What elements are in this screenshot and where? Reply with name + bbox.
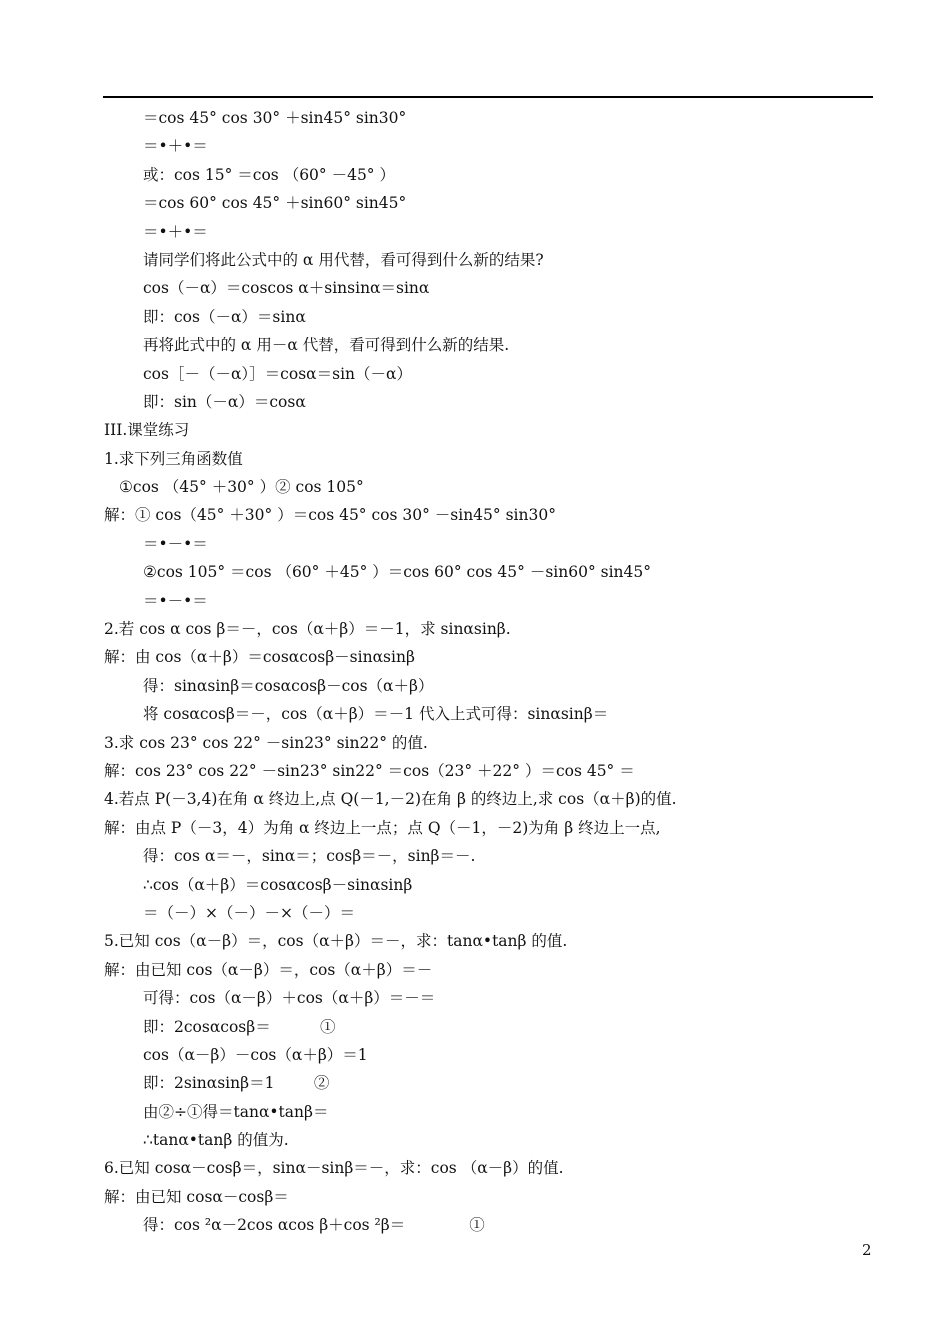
text-line: cos（－α）＝coscos α＋sinsinα＝sinα	[143, 279, 430, 298]
solution-5: 解：由已知 cos（α－β）＝，cos（α＋β）＝－	[104, 960, 433, 979]
section-heading: III.课堂练习	[104, 421, 190, 440]
solution-1: 解：① cos（45° ＋30° ）＝cos 45° cos 30° －sin45° sin30°	[104, 506, 556, 525]
text-line: 即：2cosαcosβ＝ ①	[143, 1017, 336, 1036]
text-line: 将 cosαcosβ＝－，cos（α＋β）＝－1 代入上式可得：sinαsinβ＝	[143, 705, 609, 724]
text-line: 得：sinαsinβ＝cosαcosβ－cos（α＋β）	[143, 676, 434, 695]
solution-4: 解：由点 P（－3，4）为角 α 终边上一点；点 Q（－1，－2)为角 β 终边上一点,	[104, 818, 661, 837]
text-line: ＝•＋•＝	[143, 222, 208, 241]
text-line: 由②÷①得＝tanα•tanβ＝	[143, 1102, 329, 1121]
question-2: 2.若 cos α cos β＝－，cos（α＋β）＝－1，求 sinαsinβ.	[104, 620, 511, 639]
text-line: 可得：cos（α－β）＋cos（α＋β）＝－＝	[143, 989, 436, 1008]
text-line: 即：cos（－α）＝sinα	[143, 307, 306, 326]
question-4: 4.若点 P(－3,4)在角 α 终边上,点 Q(－1,－2)在角 β 的终边上,求 cos（α＋β)的值.	[104, 790, 677, 809]
question-6: 6.已知 cosα－cosβ＝，sinα－sinβ＝－，求：cos （α－β）的值.	[104, 1159, 564, 1178]
text-line: 即：sin（－α）＝cosα	[143, 392, 306, 411]
text-line: ∴tanα•tanβ 的值为.	[143, 1131, 289, 1150]
text-line: ＝cos 60° cos 45° ＋sin60° sin45°	[143, 194, 407, 213]
question-3: 3.求 cos 23° cos 22° －sin23° sin22° 的值.	[104, 733, 428, 752]
solution-3: 解：cos 23° cos 22° －sin23° sin22° ＝cos（23° ＋22° ）＝cos 45° ＝	[104, 761, 635, 780]
text-line: 得：cos α＝－，sinα＝；cosβ＝－，sinβ＝－.	[143, 847, 476, 866]
text-line: ＝•－•＝	[143, 534, 208, 553]
header-rule	[103, 96, 873, 98]
text-line: cos［－（－α）］＝cosα＝sin（－α）	[143, 364, 412, 383]
text-line: ∴cos（α＋β）＝cosαcosβ－sinαsinβ	[143, 875, 413, 894]
text-line: 再将此式中的 α 用－α 代替，看可得到什么新的结果.	[143, 336, 510, 355]
text-line: 或：cos 15° ＝cos （60° －45° ）	[143, 165, 395, 184]
text-line: ①cos （45° ＋30° ）② cos 105°	[119, 478, 364, 497]
text-line: 即：2sinαsinβ＝1 ②	[143, 1074, 330, 1093]
text-line: ＝•＋•＝	[143, 137, 208, 156]
text-line: ＝（－）×（－）－×（－）＝	[143, 903, 355, 922]
page-number: 2	[862, 1241, 872, 1259]
question-1: 1.求下列三角函数值	[104, 449, 243, 468]
text-line: cos（α－β）－cos（α＋β）＝1	[143, 1045, 368, 1064]
text-line: 请同学们将此公式中的 α 用代替，看可得到什么新的结果?	[143, 250, 544, 269]
text-line: ＝cos 45° cos 30° ＋sin45° sin30°	[143, 109, 407, 127]
text-line: ②cos 105° ＝cos （60° ＋45° ）＝cos 60° cos 45° －sin60° sin45°	[143, 563, 651, 582]
text-line: 得：cos ²α－2cos αcos β＋cos ²β＝ ①	[143, 1216, 485, 1235]
solution-2: 解：由 cos（α＋β）＝cosαcosβ－sinαsinβ	[104, 648, 415, 667]
text-line: ＝•－•＝	[143, 591, 208, 610]
document-body	[104, 104, 884, 1240]
question-5: 5.已知 cos（α－β）＝，cos（α＋β）＝－，求：tanα•tanβ 的值.	[104, 932, 568, 951]
solution-6: 解：由已知 cosα－cosβ＝	[104, 1187, 289, 1206]
